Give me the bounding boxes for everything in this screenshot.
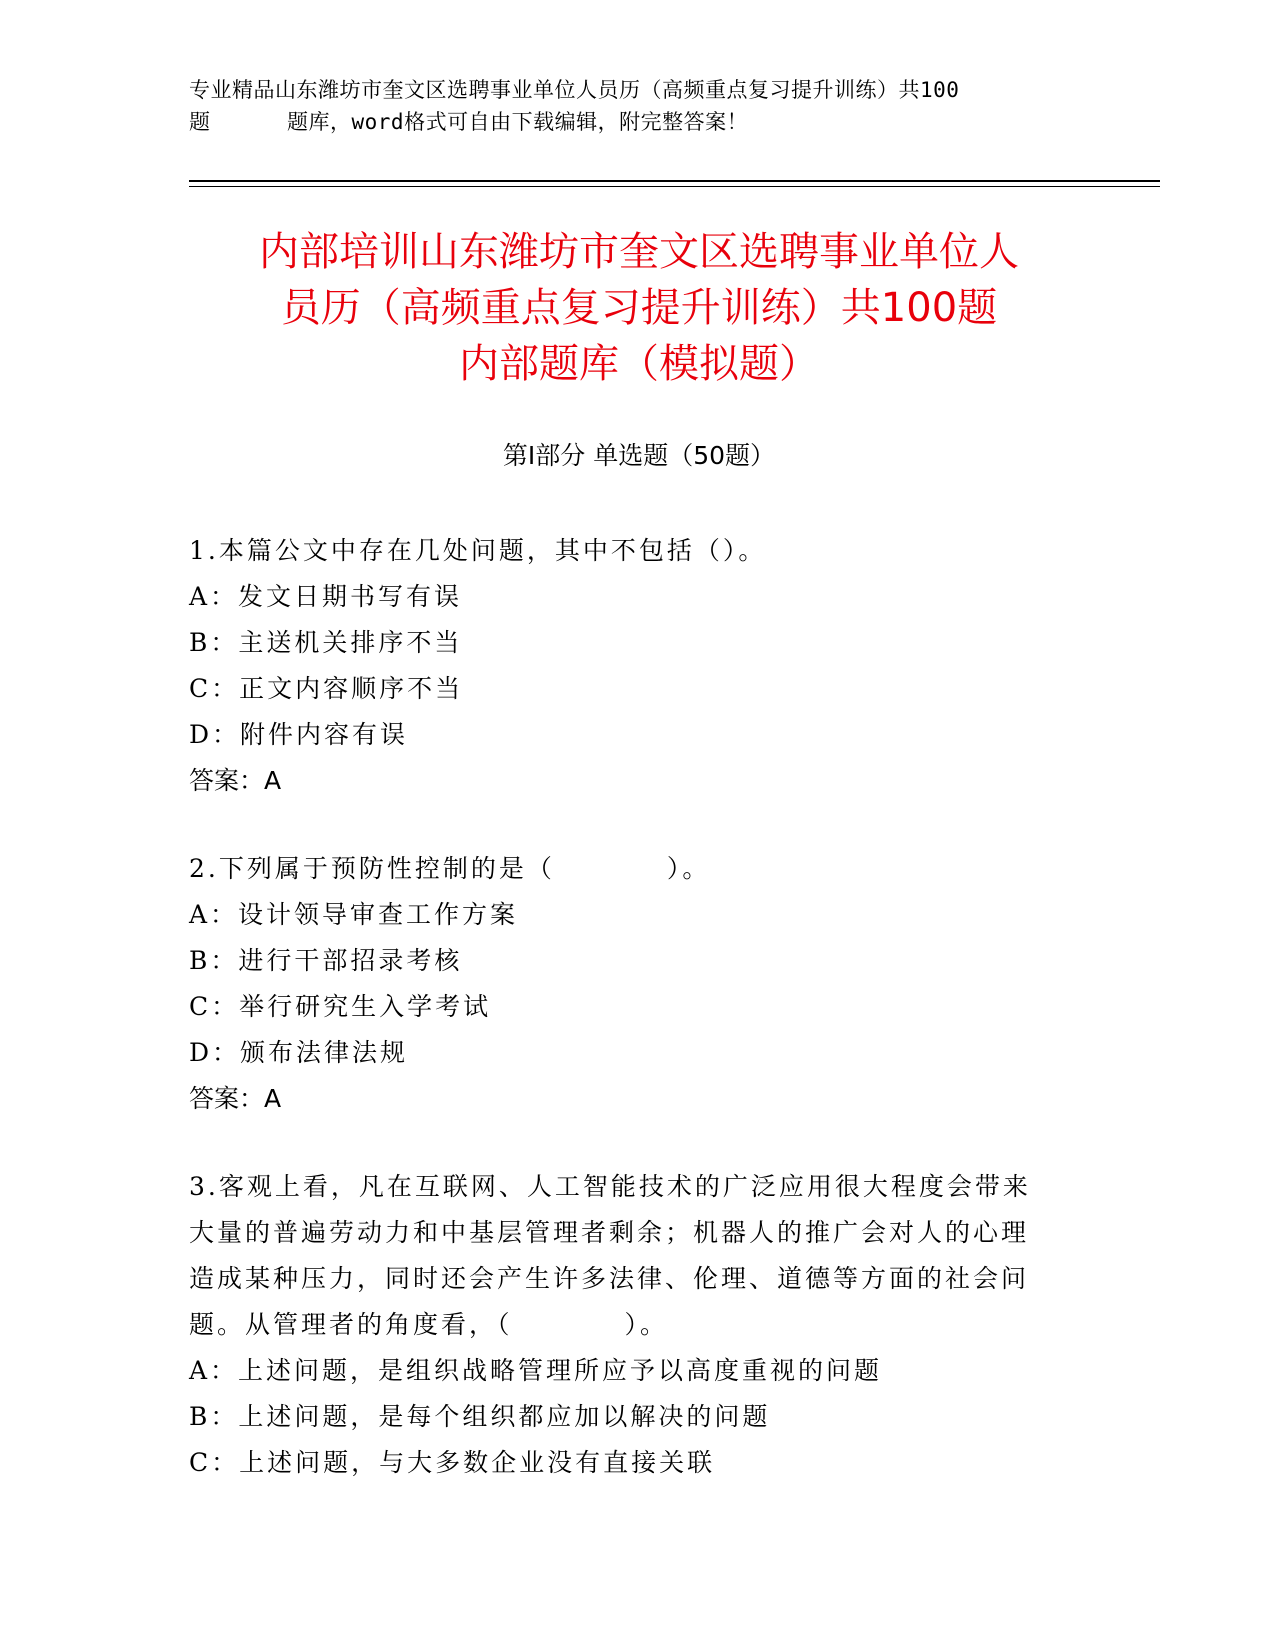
question-stem-line: 造成某种压力，同时还会产生许多法律、伦理、道德等方面的社会问 <box>189 1264 1030 1293</box>
header-rule-thin <box>189 186 1160 187</box>
question-stem-line: 题。从管理者的角度看，（ ）。 <box>189 1310 669 1339</box>
option-d: D：颁布法律法规 <box>189 1038 409 1067</box>
option-c: C：上述问题，与大多数企业没有直接关联 <box>189 1448 716 1477</box>
option-d: D：附件内容有误 <box>189 720 409 749</box>
option-c: C：举行研究生入学考试 <box>189 992 492 1021</box>
question-1 <box>189 528 1069 804</box>
title-line-1: 内部培训山东潍坊市奎文区选聘事业单位人 <box>259 229 1019 275</box>
option-b: B：上述问题，是每个组织都应加以解决的问题 <box>189 1402 771 1431</box>
title-line-3: 内部题库（模拟题） <box>459 341 819 387</box>
option-a: A：设计领导审查工作方案 <box>189 900 519 929</box>
title-line-2: 员历（高频重点复习提升训练）共100题 <box>280 285 998 331</box>
option-b: B：进行干部招录考核 <box>189 946 463 975</box>
document-title <box>189 224 1089 392</box>
header-line-2-rest: 题库，word格式可自由下载编辑，附完整答案！ <box>287 110 749 134</box>
option-c: C：正文内容顺序不当 <box>189 674 464 703</box>
option-b: B：主送机关排序不当 <box>189 628 463 657</box>
answer: 答案：A <box>189 766 282 795</box>
answer: 答案：A <box>189 1084 282 1113</box>
option-a: A：上述问题，是组织战略管理所应予以高度重视的问题 <box>189 1356 883 1385</box>
document-header <box>189 74 1089 138</box>
header-line-2-start: 题 <box>189 110 211 134</box>
header-line-1: 专业精品山东潍坊市奎文区选聘事业单位人员历（高频重点复习提升训练）共100 <box>189 78 960 102</box>
question-stem: 2.下列属于预防性控制的是（ ）。 <box>189 854 711 883</box>
question-2 <box>189 846 1069 1122</box>
option-a: A：发文日期书写有误 <box>189 582 463 611</box>
question-stem-line: 3.客观上看，凡在互联网、人工智能技术的广泛应用很大程度会带来 <box>189 1172 1031 1201</box>
header-line-2 <box>189 106 1089 138</box>
header-rule-thick <box>189 180 1160 182</box>
question-3 <box>189 1164 1069 1486</box>
section-title: 第Ⅰ部分 单选题（50题） <box>502 441 776 470</box>
question-stem: 1.本篇公文中存在几处问题，其中不包括（）。 <box>189 536 767 565</box>
question-stem-line: 大量的普遍劳动力和中基层管理者剩余；机器人的推广会对人的心理 <box>189 1218 1030 1247</box>
